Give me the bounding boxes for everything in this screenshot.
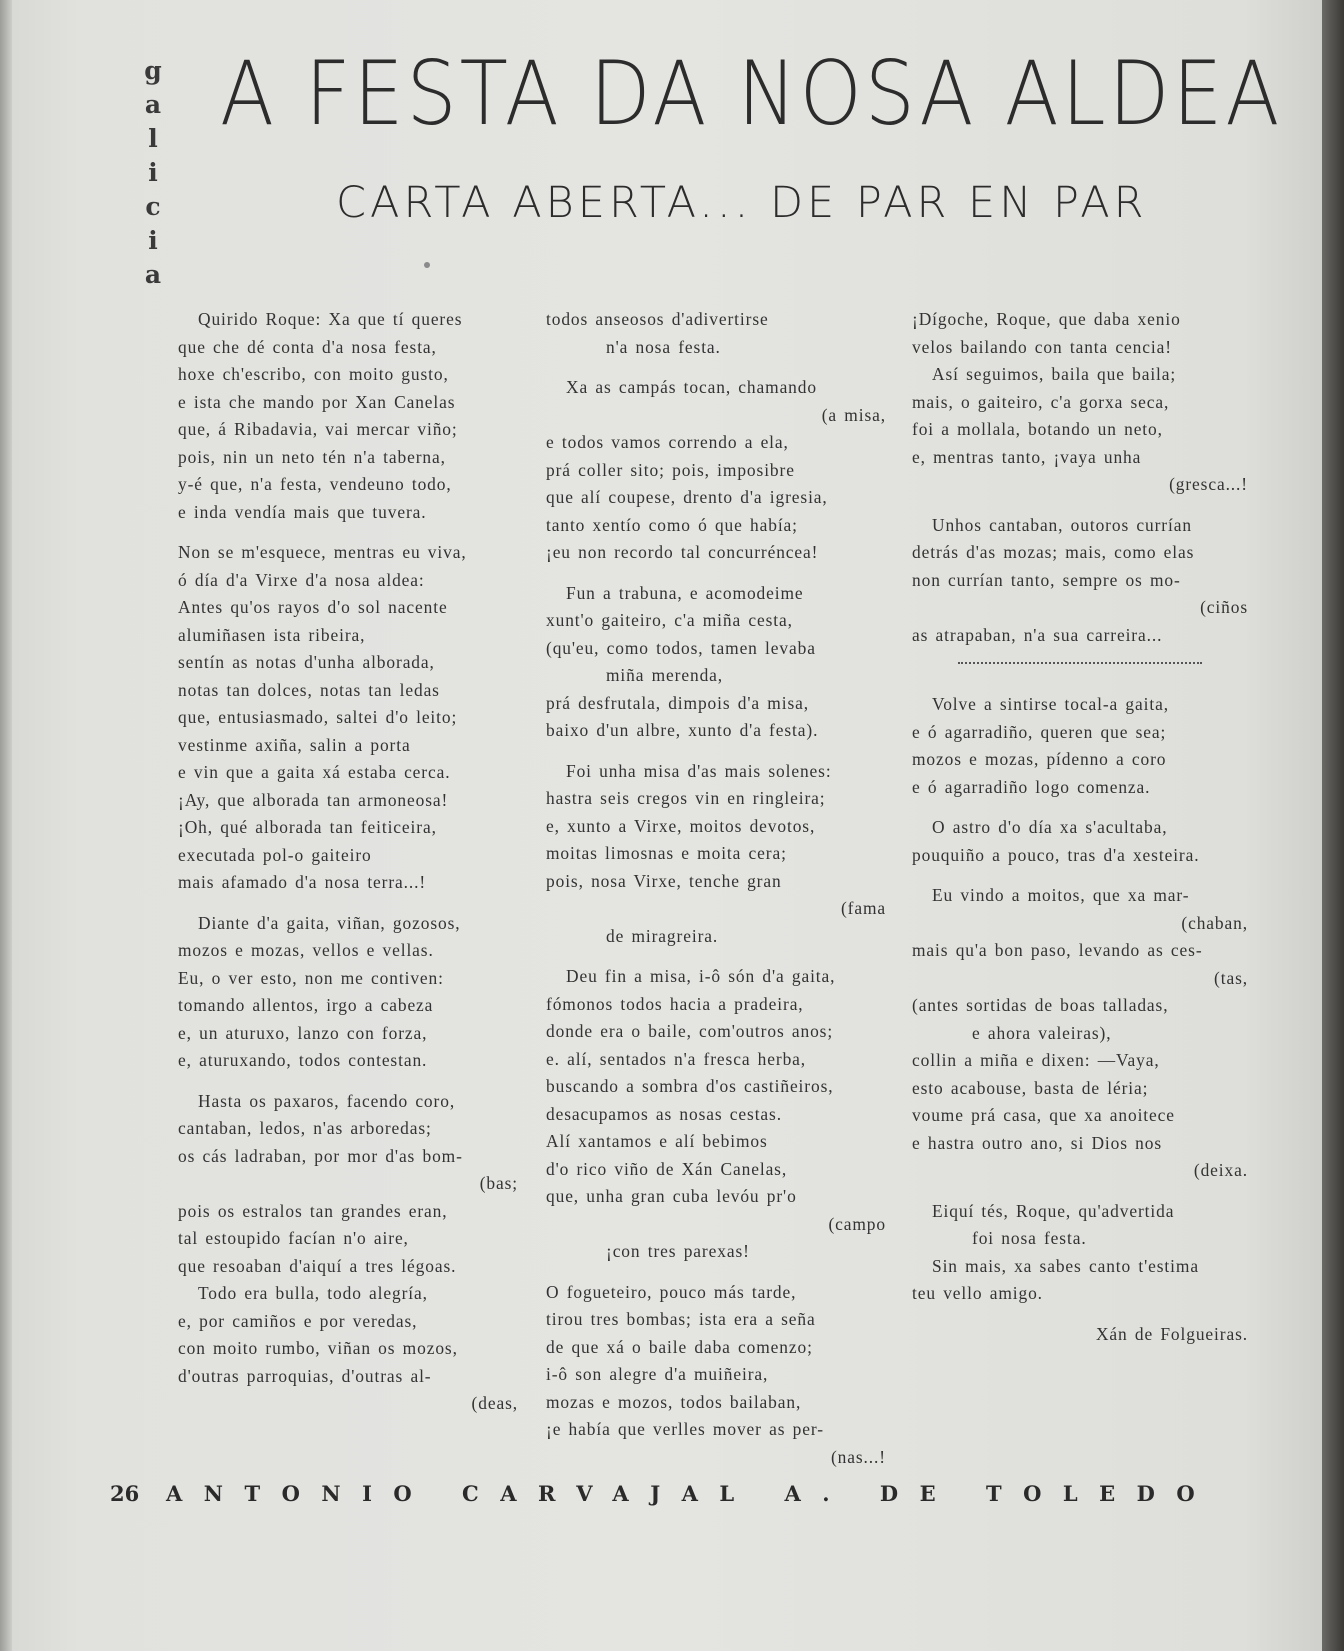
poem-line: executada pol-o gaiteiro [178, 844, 372, 865]
poem-line: tomando allentos, irgo a cabeza [178, 995, 434, 1015]
poem-line: fómonos todos hacia a pradeira, [546, 993, 804, 1014]
poem-line: (campo [828, 1213, 886, 1234]
poem-line: ¡Dígoche, Roque, que daba xenio [912, 309, 1181, 329]
stanza-gap [546, 567, 886, 580]
poem-line: ¡Ay, que alborada tan armoneosa! [178, 789, 449, 810]
poem-line: (ciños [1200, 597, 1248, 617]
poem-line: n'a nosa festa. [606, 336, 721, 357]
stanza-gap [178, 526, 518, 539]
poem-line: e ó agarradiño logo comenza. [912, 776, 1151, 797]
poem-line: Eiquí tés, Roque, qu'advertida [932, 1200, 1175, 1221]
page-gutter [0, 0, 12, 1651]
poem-line: miña merenda, [606, 665, 724, 685]
poem-line: xunt'o gaiteiro, c'a miña cesta, [546, 610, 793, 630]
poem-line: vestinme axiña, salin a porta [178, 734, 411, 755]
poem-line: voume prá casa, que xa anoitece [912, 1105, 1175, 1125]
poem-line: O astro d'o día xa s'acultaba, [932, 817, 1168, 837]
poem-line: e ahora valeiras), [972, 1022, 1112, 1043]
poem-line: teu vello amigo. [912, 1283, 1043, 1303]
poem-line: e. alí, sentados n'a fresca herba, [546, 1048, 807, 1069]
poem-line: (tas, [1214, 967, 1248, 988]
poem-line: pois, nin un neto tén n'a taberna, [178, 446, 446, 467]
poem-line: que alí coupese, drento d'a igresia, [546, 487, 828, 507]
poem-line: desacupamos as nosas cestas. [546, 1103, 782, 1124]
poem-line: e hastra outro ano, si Dios nos [912, 1132, 1163, 1153]
poem-line: (gresca...! [1169, 474, 1248, 494]
stanza-gap [912, 499, 1248, 512]
poem-line: Hasta os paxaros, facendo coro, [198, 1090, 456, 1111]
poem-line: detrás d'as mozas; mais, como elas [912, 542, 1195, 562]
poem-line: que, entusiasmado, saltei d'o leito; [178, 707, 458, 727]
stanza-gap [178, 897, 518, 910]
poem-line: Deu fin a misa, i-ô són d'a gaita, [566, 966, 836, 986]
poem-line: baixo d'un albre, xunto d'a festa). [546, 720, 819, 740]
stanza-gap [546, 950, 886, 963]
poem-line: (qu'eu, como todos, tamen levaba [546, 637, 816, 658]
poem-line: pois, nosa Virxe, tenche gran [546, 870, 782, 891]
side-letter: a [144, 90, 162, 119]
poem-line: que, á Ribadavia, vai mercar viño; [178, 419, 458, 439]
poem-line: notas tan dolces, notas tan ledas [178, 679, 440, 700]
poem-line: que resoaban d'aiquí a tres légoas. [178, 1255, 457, 1276]
stanza-gap [912, 1185, 1248, 1198]
poem-line: (a misa, [821, 404, 886, 425]
poem-line: de que xá o baile daba comenzo; [546, 1336, 813, 1357]
poem-line: (deixa. [1193, 1160, 1248, 1180]
page-footer [110, 1481, 1240, 1506]
ornament-dot [424, 262, 430, 268]
poem-line: mozas e mozos, todos bailaban, [546, 1391, 802, 1412]
poem-line: Volve a sintirse tocal-a gaita, [932, 694, 1169, 714]
poem-line: Xán de Folgueiras. [1095, 1323, 1248, 1344]
poem-line: foi nosa festa. [972, 1228, 1087, 1248]
poem-line: Unhos cantaban, outoros currían [932, 514, 1192, 535]
poem-line: Eu vindo a moitos, que xa mar- [932, 885, 1190, 905]
poem-line: (antes sortidas de boas talladas, [912, 995, 1169, 1015]
poem-line: donde era o baile, com'outros anos; [546, 1021, 834, 1041]
poem-column-1 [178, 306, 518, 1418]
poem-line: ó día d'a Virxe d'a nosa aldea: [178, 569, 425, 590]
side-letter: l [148, 124, 158, 153]
poem-line: (nas...! [830, 1446, 886, 1467]
poem-line: con moito rumbo, viñan os mozos, [178, 1338, 458, 1358]
page-number: 26 [110, 1481, 140, 1506]
poem-line: foi a mollala, botando un neto, [912, 419, 1163, 439]
poem-line: e inda vendía mais que tuvera. [178, 501, 427, 522]
poem-line: e, por camiños e por veredas, [178, 1310, 418, 1331]
poem-line: cantaban, ledos, n'as arboredas; [178, 1118, 432, 1138]
poem-line: tirou tres bombas; ista era a seña [546, 1309, 816, 1329]
poem-line: y-é que, n'a festa, vendeuno todo, [178, 474, 452, 494]
stanza-gap [546, 745, 886, 758]
dotted-separator [958, 662, 1202, 664]
poem-line: (chaban, [1181, 912, 1248, 933]
poem-line: mozos e mozas, vellos e vellas. [178, 940, 434, 960]
poem-line: non currían tanto, sempre os mo- [912, 569, 1181, 590]
poem-line: e ó agarradiño, queren que sea; [912, 721, 1167, 742]
poem-line: O fogueteiro, pouco más tarde, [546, 1281, 797, 1302]
poem-line: moitas limosnas e moita cera; [546, 843, 787, 863]
poem-column-3 [912, 306, 1248, 1348]
poem-line: mais, o gaiteiro, c'a gorxa seca, [912, 391, 1170, 412]
poem-line: hoxe ch'escribo, con moito gusto, [178, 364, 449, 384]
side-letter: a [144, 260, 162, 289]
poem-line: Sin mais, xa sabes canto t'estima [932, 1255, 1199, 1276]
poem-line: (deas, [471, 1393, 518, 1413]
poem-line: collin a miña e dixen: —Vaya, [912, 1050, 1160, 1070]
poem-line: mais qu'a bon paso, levando as ces- [912, 940, 1203, 960]
stanza-gap [912, 1308, 1248, 1321]
poem-line: e todos vamos correndo a ela, [546, 432, 789, 452]
poem-line: d'outras parroquias, d'outras al- [178, 1365, 432, 1386]
stanza-gap [178, 1075, 518, 1088]
poem-line: as atrapaban, n'a sua carreira... [912, 624, 1163, 645]
poem-line: os cás ladraban, por mor d'as bom- [178, 1145, 463, 1166]
poem-line: Así seguimos, baila que baila; [932, 364, 1177, 384]
stanza-gap [912, 801, 1248, 814]
poem-line: mozos e mozas, pídenno a coro [912, 749, 1167, 769]
poem-line: sentín as notas d'unha alborada, [178, 652, 435, 672]
poem-line: esto acabouse, basta de léria; [912, 1077, 1149, 1098]
poem-line: de miragreira. [606, 925, 719, 946]
poem-line: buscando a sombra d'os castiñeiros, [546, 1076, 834, 1096]
poem-line: Antes qu'os rayos d'o sol nacente [178, 597, 448, 617]
poem-line: ¡eu non recordo tal concurréncea! [546, 542, 819, 562]
poem-line: e vin que a gaita xá estaba cerca. [178, 762, 451, 782]
poem-line: ¡e había que verlles mover as per- [546, 1419, 824, 1439]
poem-line: tal estoupido facían n'o aire, [178, 1228, 409, 1248]
poem-line: pois os estralos tan grandes eran, [178, 1200, 448, 1221]
poem-line: e, mentras tanto, ¡vaya unha [912, 446, 1142, 467]
poem-line: que che dé conta d'a nosa festa, [178, 336, 437, 357]
poem-line: e, aturuxando, todos contestan. [178, 1050, 428, 1070]
side-letter: g [144, 56, 162, 85]
poem-line: velos bailando con tanta cencia! [912, 336, 1172, 357]
poem-line: tanto xentío como ó que había; [546, 514, 798, 535]
poem-line: Non se m'esquece, mentras eu viva, [178, 542, 467, 562]
stanza-gap [546, 361, 886, 374]
poem-line: prá desfrutala, dimpois d'a misa, [546, 692, 809, 713]
poem-line: (fama [840, 898, 886, 918]
side-letter: i [148, 226, 158, 255]
stanza-gap [912, 869, 1248, 882]
poem-line: prá coller sito; pois, imposibre [546, 459, 795, 480]
poem-line: i-ô son alegre d'a muiñeira, [546, 1364, 769, 1384]
poem-line: Todo era bulla, todo alegría, [198, 1283, 428, 1303]
poem-line: Xa as campás tocan, chamando [566, 377, 817, 397]
poem-line: pouquiño a pouco, tras d'a xesteira. [912, 844, 1200, 865]
poem-line: Alí xantamos e alí bebimos [546, 1131, 768, 1151]
poem-line: mais afamado d'a nosa terra...! [178, 872, 427, 892]
poem-line: todos anseosos d'adivertirse [546, 309, 769, 329]
poem-line: ¡Oh, qué alborada tan feiticeira, [178, 817, 437, 837]
poem-line: que, unha gran cuba levóu pr'o [546, 1186, 797, 1206]
poem-line: ¡con tres parexas! [606, 1241, 750, 1261]
article-subtitle: CARTA ABERTA... DE PAR EN PAR [336, 178, 1148, 228]
poem-line: d'o rico viño de Xán Canelas, [546, 1158, 788, 1179]
poem-line: Foi unha misa d'as mais solenes: [566, 760, 832, 781]
poem-line: e ista che mando por Xan Canelas [178, 391, 456, 412]
poem-line: Fun a trabuna, e acomodeime [566, 582, 804, 603]
poem-line: Eu, o ver esto, non me contiven: [178, 967, 444, 988]
article-title: A FESTA DA NOSA ALDEA [220, 42, 1283, 146]
poem-line: alumiñasen ista ribeira, [178, 624, 366, 645]
poem-line: Diante d'a gaita, viñan, gozosos, [198, 912, 461, 933]
footer-author: ANTONIO CARVAJAL A. DE TOLEDO [166, 1481, 1217, 1506]
poem-line: Quirido Roque: Xa que tí queres [198, 309, 463, 329]
side-label [141, 54, 165, 292]
poem-line: (bas; [479, 1173, 518, 1193]
poem-line: hastra seis cregos vin en ringleira; [546, 788, 826, 808]
poem-line: e, un aturuxo, lanzo con forza, [178, 1022, 428, 1043]
page-edge [1322, 0, 1344, 1651]
stanza-gap [546, 1266, 886, 1279]
side-letter: i [148, 158, 158, 187]
poem-line: e, xunto a Virxe, moitos devotos, [546, 815, 816, 836]
side-letter: c [145, 192, 161, 221]
poem-column-2 [546, 306, 886, 1471]
